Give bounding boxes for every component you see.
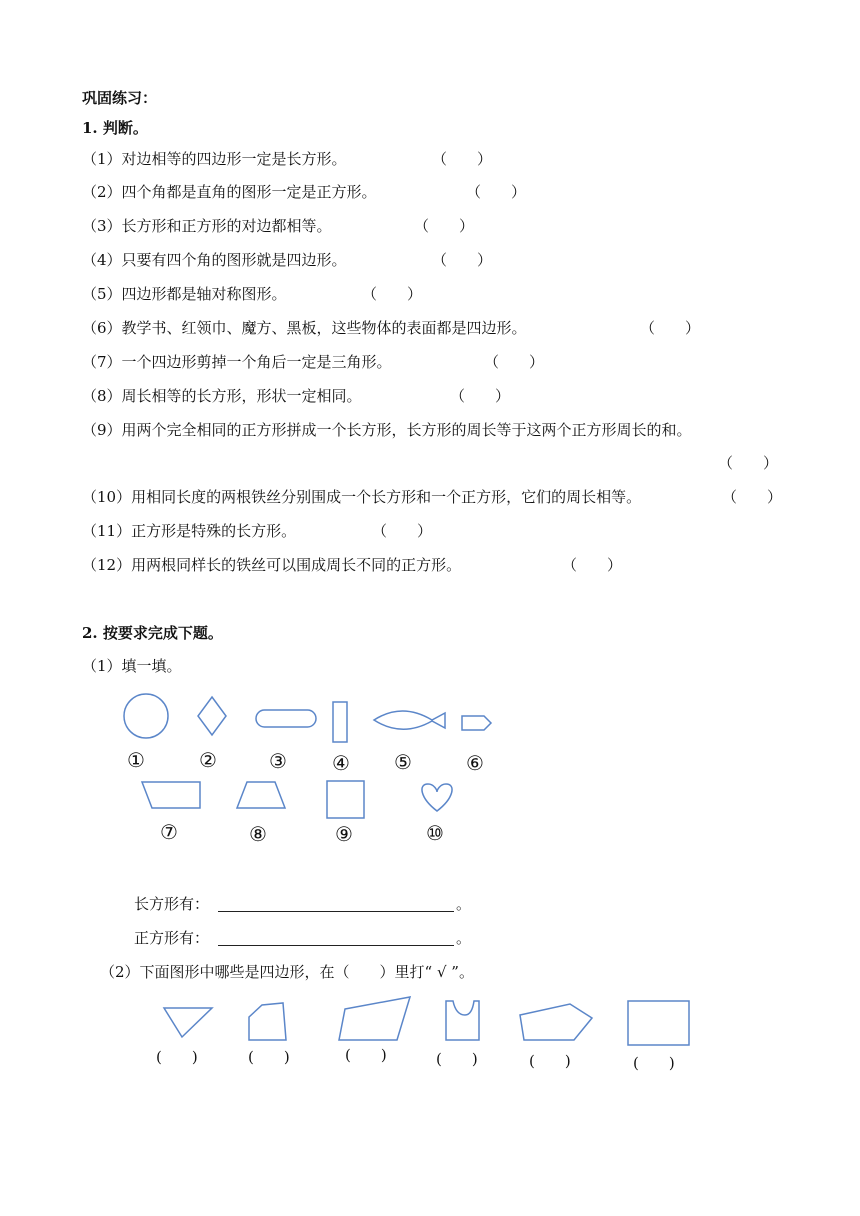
- pentagon-shape-b: [520, 1004, 592, 1040]
- triangle-shape: [164, 1008, 212, 1037]
- question-1-title: 1. 判断。: [82, 119, 148, 137]
- q1-item-5-text: （5）四边形都是轴对称图形。: [82, 285, 287, 303]
- q1-item-8-answer-bracket[interactable]: （ ）: [450, 387, 511, 405]
- shape-label-3: ③: [269, 749, 287, 773]
- q1-item-12-answer-bracket[interactable]: （ ）: [562, 556, 623, 574]
- q1-item-9-answer-bracket[interactable]: （ ）: [718, 454, 779, 472]
- section-heading: 巩固练习：: [82, 89, 158, 107]
- q1-item-3-text: （3）长方形和正方形的对边都相等。: [82, 217, 332, 235]
- pentagon-shape-a: [249, 1003, 286, 1040]
- q2-sub1-title: （1）填一填。: [82, 657, 182, 675]
- q1-item-2-answer-bracket[interactable]: （ ）: [466, 183, 527, 201]
- squares-label: 正方形有：: [134, 929, 210, 947]
- q1-item-6-text: （6）教学书、红领巾、魔方、黑板，这些物体的表面都是四边形。: [82, 319, 527, 337]
- q2-sub2-title: （2）下面图形中哪些是四边形，在（ ）里打“ √ ”。: [100, 963, 474, 981]
- shape-label-6: ⑥: [466, 751, 484, 775]
- q1-item-2-text: （2）四个角都是直角的图形一定是正方形。: [82, 183, 377, 201]
- quadrilateral-shape: [339, 997, 410, 1040]
- q1-item-7-answer-bracket[interactable]: （ ）: [484, 353, 545, 371]
- figure2-answer-paren-2[interactable]: ( ): [248, 1048, 290, 1066]
- question-2-title: 2. 按要求完成下题。: [82, 624, 223, 642]
- q1-item-1-text: （1）对边相等的四边形一定是长方形。: [82, 150, 347, 168]
- q1-item-3-answer-bracket[interactable]: （ ）: [414, 217, 475, 235]
- q1-item-8-text: （8）周长相等的长方形，形状一定相同。: [82, 387, 362, 405]
- rectangles-period: 。: [456, 895, 472, 913]
- q1-item-11-answer-bracket[interactable]: （ ）: [372, 522, 433, 540]
- figure2-answer-paren-4[interactable]: ( ): [436, 1050, 478, 1068]
- squares-period: 。: [456, 929, 472, 947]
- shape-label-5: ⑤: [394, 750, 412, 774]
- q1-item-5-answer-bracket[interactable]: （ ）: [362, 285, 423, 303]
- figure2-answer-paren-5[interactable]: ( ): [529, 1052, 571, 1070]
- q1-item-4-text: （4）只要有四个角的图形就是四边形。: [82, 251, 347, 269]
- q1-item-10-text: （10）用相同长度的两根铁丝分别围成一个长方形和一个正方形，它们的周长相等。: [82, 488, 642, 506]
- shape-label-10: ⑩: [426, 821, 444, 845]
- rectangles-label: 长方形有：: [134, 895, 210, 913]
- q1-item-12-text: （12）用两根同样长的铁丝可以围成周长不同的正方形。: [82, 556, 462, 574]
- shape-label-7: ⑦: [160, 820, 178, 844]
- shape-label-8: ⑧: [249, 822, 267, 846]
- notched-shape: [446, 1001, 479, 1040]
- q1-item-6-answer-bracket[interactable]: （ ）: [640, 319, 701, 337]
- rectangle-shape-2: [628, 1001, 689, 1045]
- q1-item-4-answer-bracket[interactable]: （ ）: [432, 251, 493, 269]
- shape-label-2: ②: [199, 748, 217, 772]
- figure2-answer-paren-1[interactable]: ( ): [156, 1048, 198, 1066]
- q1-item-11-text: （11）正方形是特殊的长方形。: [82, 522, 297, 540]
- q1-item-9-text: （9）用两个完全相同的正方形拼成一个长方形，长方形的周长等于这两个正方形周长的和。: [82, 421, 692, 439]
- figure2-answer-paren-6[interactable]: ( ): [633, 1054, 675, 1072]
- q1-item-1-answer-bracket[interactable]: （ ）: [432, 150, 493, 168]
- shape-label-4: ④: [332, 751, 350, 775]
- q1-item-10-answer-bracket[interactable]: （ ）: [722, 488, 783, 506]
- shape-label-9: ⑨: [335, 822, 353, 846]
- figure2-answer-paren-3[interactable]: ( ): [345, 1046, 387, 1064]
- q1-item-7-text: （7）一个四边形剪掉一个角后一定是三角形。: [82, 353, 392, 371]
- shape-label-1: ①: [127, 748, 145, 772]
